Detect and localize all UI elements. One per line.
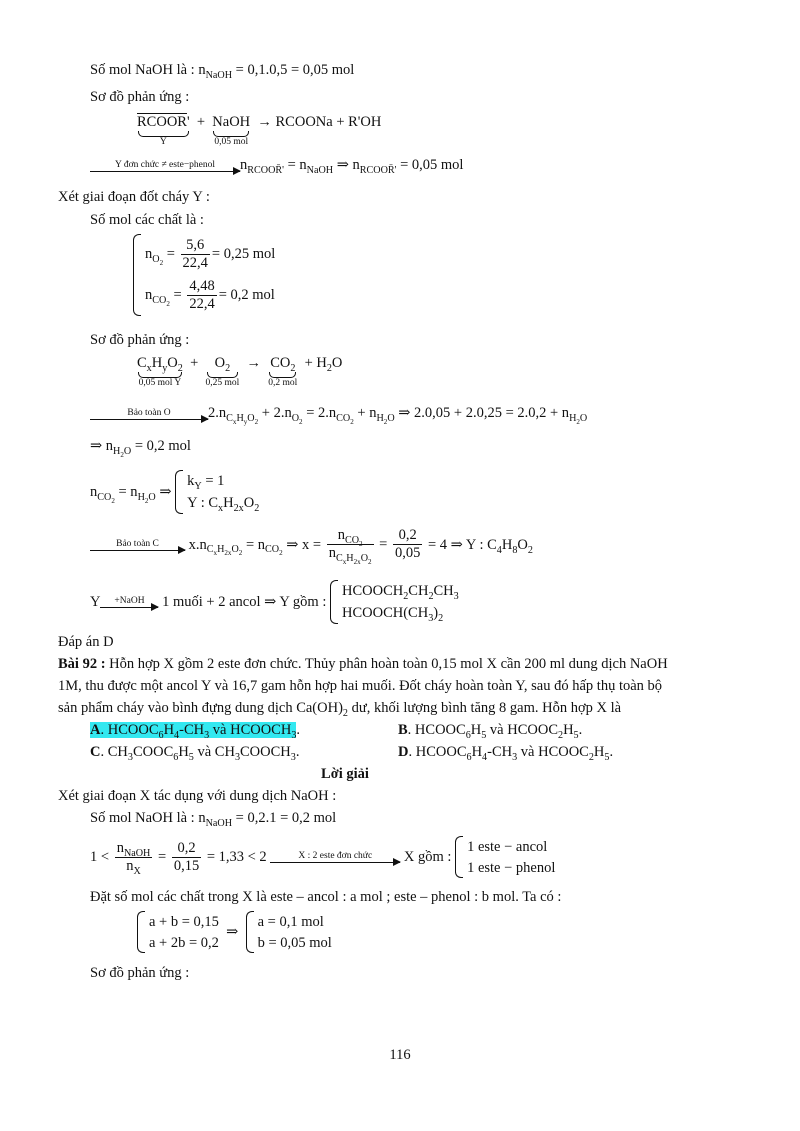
ratio-inequality: 1 < $\frac{n_{NaOH}}{n_X}$ = $\frac{0,2}{0,15}$ = 1,33 < 2 X : 2 este đơn chức X gồm : 1 este − ancol 1 este − phenol [90, 836, 555, 878]
answer-line: Đáp án D [58, 634, 114, 650]
reaction-scheme-label-3: Sơ đồ phản ứng : [90, 965, 190, 981]
y-esters-line: Y +NaOH 1 muối + 2 ancol ⇒ Y gồm : $HCOOCH_2CH_2CH_3$ $HCOOCH(CH_3)_2$ [90, 580, 459, 624]
linear-system: a + b = 0,15 a + 2b = 0,2 ⇒ a = 0,1 mol b = 0,05 mol [137, 911, 332, 953]
mol-system: $n_{O_2}$ = $\frac{5,6}{22,4}$ = 0,25 mol $n_{CO_2}$ = $\frac{4,48}{22,4}$ = 0,2 mol [133, 234, 275, 316]
naoh-mol-line: Số mol NaOH là : $n_{NaOH} = 0,1.0,5 = 0,05$ mol [90, 62, 355, 81]
implication-arrow: X : 2 este đơn chức [270, 851, 400, 863]
co2-underbrace: $CO_2$ 0,2 mol [268, 355, 298, 388]
implication-arrow: Y đơn chức ≠ este−phenol [90, 160, 240, 172]
option-d: D. $HCOOC_6H_4-CH_3$ và $HCOOC_2H_5$. [398, 744, 614, 763]
mol-label: Số mol các chất là : [90, 212, 204, 228]
problem-92-line-2: 1M, thu được một ancol Y và 16,7 gam hỗn hợp hai muối. Đốt cháy hoàn toàn Y, sau đó hấp thụ toàn bộ [58, 678, 663, 694]
implication-arrow: Bảo toàn C [90, 539, 185, 551]
naoh-mol-line-2: Số mol NaOH là : $n_{NaOH} = 0,2.1 = 0,2$ mol [90, 810, 337, 829]
o2-underbrace: $O_2$ 0,25 mol [205, 355, 240, 388]
option-b: B. $HCOOC_6H_5$ và $HCOOC_2H_5$. [398, 722, 583, 741]
ky-line: $n_{CO_2} = n_{H_2O}$ ⇒ $k_Y = 1$ Y : $C_xH_{2x}O_2$ [90, 470, 259, 514]
implication-arrow: Bảo toàn O [90, 408, 208, 420]
reaction-2: $C_xH_yO_2$ 0,05 mol Y + $O_2$ 0,25 mol → $CO_2$ 0,2 mol + $H_2O$ [137, 355, 343, 388]
combustion-heading: Xét giai đoạn đốt cháy Y : [58, 189, 210, 205]
variable-definition: Đặt số mol các chất trong X là este – ancol : a mol ; este – phenol : b mol. Ta có : [90, 889, 562, 905]
reaction-scheme-label-2: Sơ đồ phản ứng : [90, 332, 190, 348]
arrow-1-line: Y đơn chức ≠ este−phenol $n_{RCOOR̄'} = n_{NaOH}$ ⇒ $n_{RCOOR̄'} = 0,05$ mol [90, 156, 463, 174]
solution-heading: Lời giải [321, 766, 369, 782]
carbon-balance-line: Bảo toàn C $x.n_{C_xH_{2x}O_2} = n_{CO_2}$ ⇒ x = $\frac{n_{CO_2}}{n_{C_xH_{2x}O_2}}$ = $\frac{0,2}{0,05}$ = 4 ⇒ Y : $C_4H_8O_2$ [90, 527, 533, 562]
implication-arrow: +NaOH [100, 596, 158, 608]
oxygen-balance-line: Bảo toàn O $2.n_{C_xH_yO_2} + 2.n_{O_2} = 2.n_{CO_2} + n_{H_2O}$ ⇒ $2.0,05 + 2.0,25 = 2.0,2 + n_{H_2O}$ [90, 404, 587, 422]
cxhyo2-underbrace: $C_xH_yO_2$ 0,05 mol Y [137, 355, 183, 388]
option-c: C. $CH_3COOC_6H_5$ và $CH_3COOCH_3$. [90, 744, 300, 763]
naoh-underbrace: NaOH 0,05 mol [212, 114, 251, 147]
problem-92-line-3: sản phẩm cháy vào bình đựng dung dịch $Ca(OH)_2$ dư, khối lượng bình tăng 8 gam. Hỗn hợp X là [58, 700, 622, 719]
page-number: 116 [389, 1047, 411, 1063]
reaction-scheme-label: Sơ đồ phản ứng : [90, 89, 190, 105]
option-a: A. $HCOOC_6H_4-CH_3$ và $HCOOCH_3$. [90, 722, 301, 741]
reaction-1: RCOOR' Y + NaOH 0,05 mol → RCOONa + R'OH [137, 114, 382, 147]
ester-y-underbrace: RCOOR' Y [137, 114, 190, 147]
h2o-result: ⇒ $n_{H_2O} = 0,2$ mol [90, 438, 191, 459]
naoh-stage-heading: Xét giai đoạn X tác dụng với dung dịch NaOH : [58, 788, 337, 804]
problem-92-line-1: Bài 92 : Hỗn hợp X gồm 2 este đơn chức. Thủy phân hoàn toàn 0,15 mol X cần 200 ml dung dịch NaOH [58, 656, 668, 672]
